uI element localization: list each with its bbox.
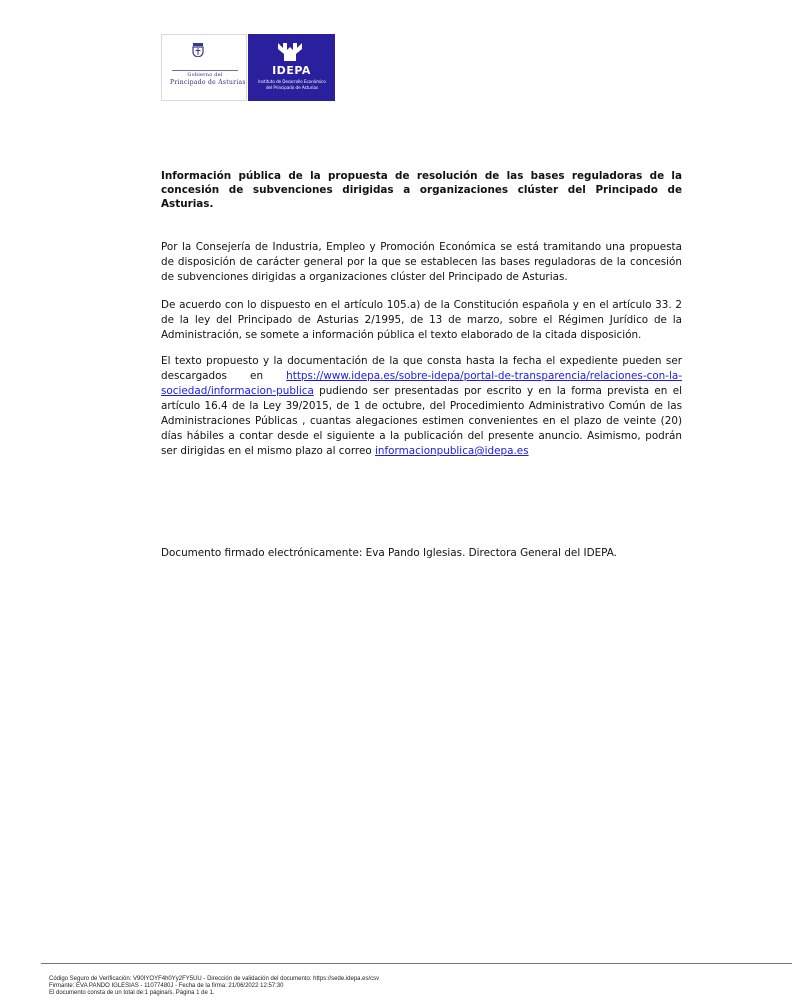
gov-logo-line1: Gobierno del bbox=[187, 72, 223, 78]
paragraph-1: Por la Consejería de Industria, Empleo y Promoción Económica se está tramitando una propuesta de disposición de carácter general por la que se establecen las bases reguladoras de la concesión de subvenciones dirigidas a organizaciones clúster del Principado de Asturias. bbox=[161, 241, 682, 283]
document-title: Información pública de la propuesta de resolución de las bases reguladoras de la concesión de subvenciones dirigidas a organizaciones clúster del Principado de Asturias. bbox=[161, 170, 682, 210]
idepa-logo-name: IDEPA bbox=[272, 64, 311, 77]
paragraph-3-text-after: pudiendo ser presentadas por escrito y en la forma prevista en el artículo 16.4 de la Ley 39/2015, de 1 de octubre, del Procedimiento Administrativo Común de las Administraciones Públicas , cuantas alegaciones estimen convenientes en el plazo de veinte (20) días hábiles a contar desde el siguiente a la publicación del presente anuncio. Asimismo, podrán ser dirigidas en el mismo plazo al correo bbox=[161, 385, 682, 457]
idepa-logo-subtitle-2: del Principado de Asturias bbox=[265, 85, 319, 90]
gov-logo-line2: Principado de Asturias bbox=[170, 79, 246, 86]
transparency-portal-link[interactable]: https://www.idepa.es/sobre-idepa/portal-de-transparencia/relaciones-con-la-sociedad/informacion-publica bbox=[161, 370, 682, 397]
footer-divider bbox=[41, 963, 792, 964]
footer-page-count: El documento consta de un total de:1 página/s. Página 1 de 1. bbox=[49, 990, 215, 996]
footer-signer: Firmante: EVA PANDO IGLESIAS - 11077480J - Fecha de la firma: 21/06/2022 12:57:30 bbox=[49, 983, 284, 989]
idepa-symbol-icon bbox=[277, 41, 303, 63]
logo-divider bbox=[172, 70, 238, 71]
idepa-logo-subtitle-1: Instituto de Desarrollo Económico bbox=[258, 79, 326, 84]
government-logo bbox=[161, 34, 247, 101]
paragraph-3 bbox=[161, 354, 682, 459]
paragraph-3-text-before: El texto propuesto y la documentación de la que consta hasta la fecha el expediente pueden ser descargados en bbox=[161, 355, 682, 382]
crest-icon bbox=[192, 43, 204, 57]
idepa-logo bbox=[248, 34, 335, 101]
footer-verification-code: Código Seguro de Verificación: V90IYOYF4h0Yy2FY5UU - Dirección de validación del documento: https://sede.idepa.es/csv bbox=[49, 976, 380, 982]
header-logos bbox=[161, 34, 335, 101]
signature-line: Documento firmado electrónicamente: Eva Pando Iglesias. Directora General del IDEPA. bbox=[161, 547, 617, 559]
paragraph-2: De acuerdo con lo dispuesto en el artículo 105.a) de la Constitución española y en el artículo 33. 2 de la ley del Principado de Asturias 2/1995, de 13 de marzo, sobre el Régimen Jurídico de la Administración, se somete a información pública el texto elaborado de la citada disposición. bbox=[161, 299, 682, 341]
contact-email-link[interactable]: informacionpublica@idepa.es bbox=[375, 445, 529, 457]
